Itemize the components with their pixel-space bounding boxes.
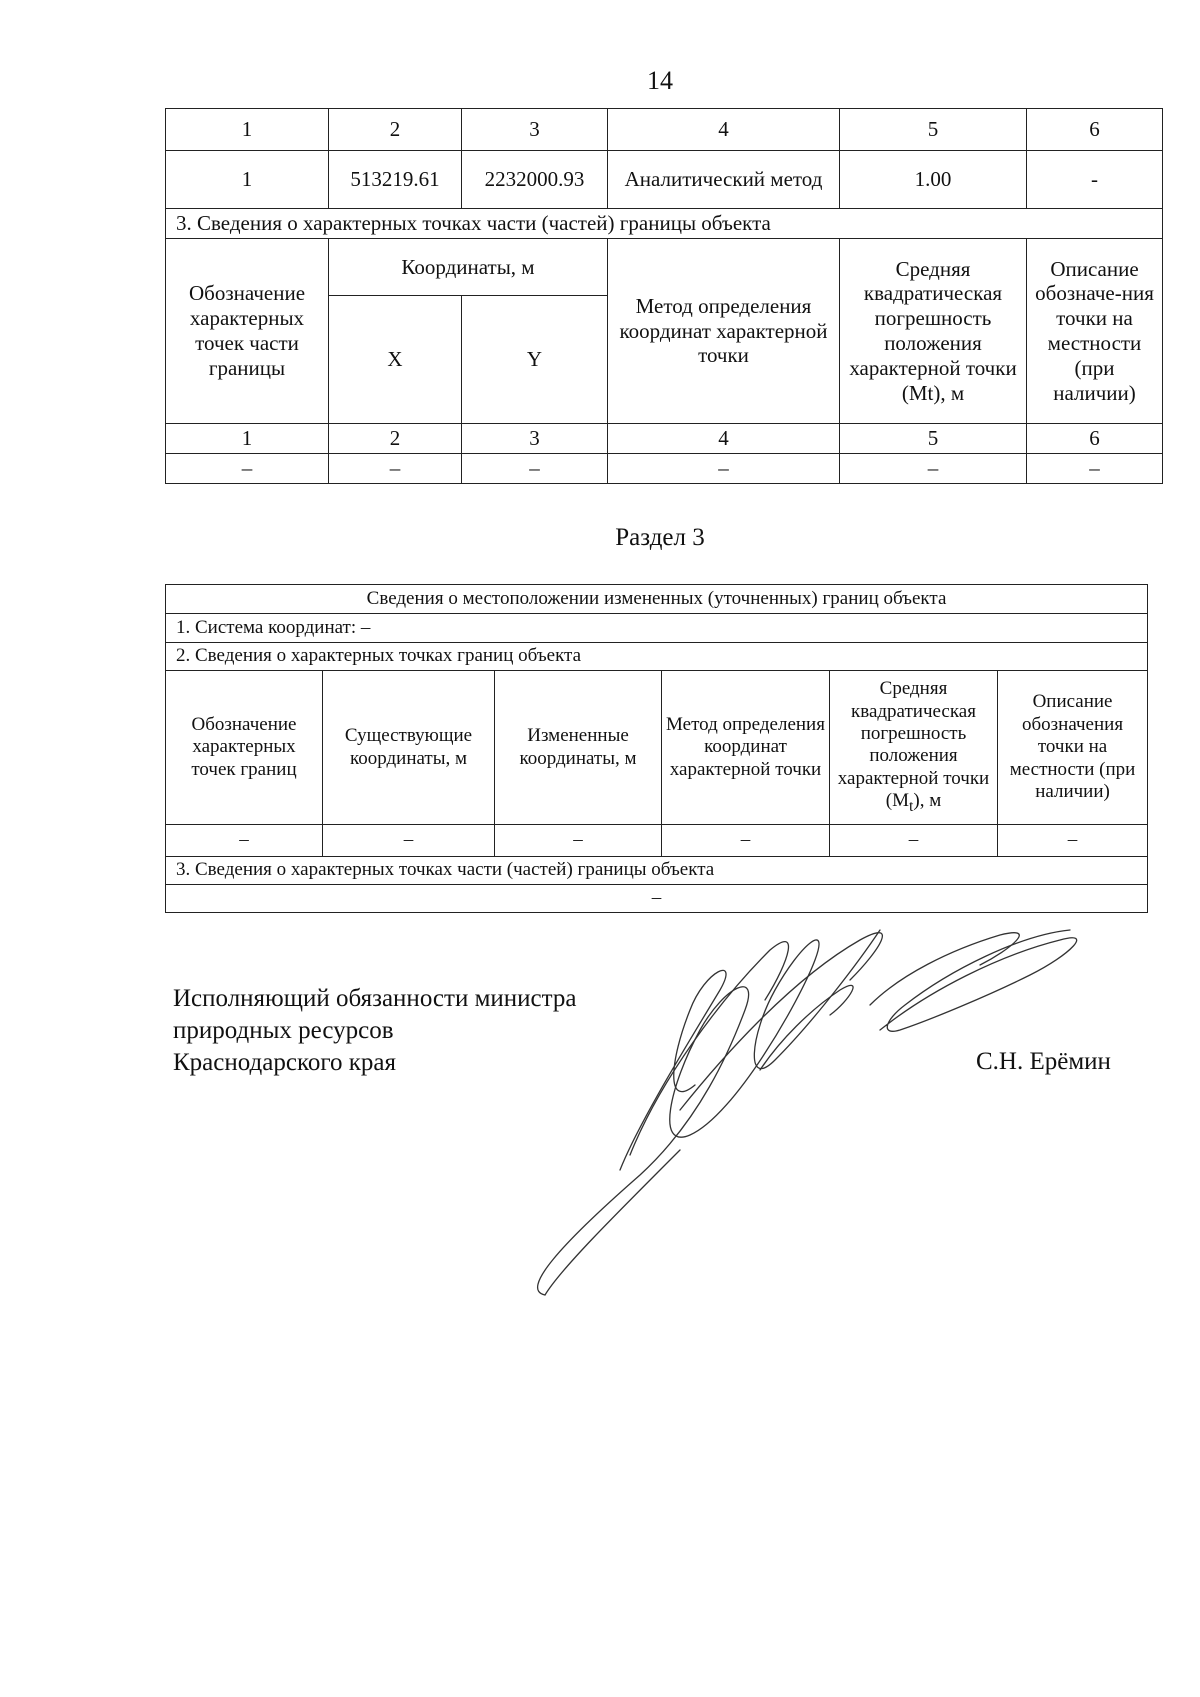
header-error: Средняя квадратическая погрешность положения характерной точки (Mt), м (840, 239, 1027, 424)
empty-value: – (495, 825, 662, 857)
header-designation: Обозначение характерных точек границ (166, 671, 323, 825)
header-existing-coordinates: Существующие координаты, м (323, 671, 495, 825)
header-designation: Обозначение характерных точек части границы (166, 239, 329, 424)
empty-value: – (1027, 454, 1163, 484)
column-number: 1 (166, 424, 329, 454)
header-y: Y (462, 296, 608, 424)
page-number: 14 (647, 66, 673, 95)
method: Аналитический метод (608, 151, 840, 209)
header-method: Метод определения координат характерной точки (662, 671, 830, 825)
column-number: 6 (1027, 109, 1163, 151)
empty-value: – (462, 454, 608, 484)
parts-label: 3. Сведения о характерных точках части (частей) границы объекта (166, 857, 1148, 885)
column-number: 6 (1027, 424, 1163, 454)
table-title: Сведения о местоположении измененных (уточненных) границ объекта (166, 585, 1148, 614)
coordinate-system: 1. Система координат: – (166, 614, 1148, 643)
header-method: Метод определения координат характерной точки (608, 239, 840, 424)
header-error-suffix: ), м (913, 790, 942, 812)
header-changed-coordinates: Измененные координаты, м (495, 671, 662, 825)
error-value: 1.00 (840, 151, 1027, 209)
column-number: 4 (608, 424, 840, 454)
empty-value: – (329, 454, 462, 484)
column-number: 2 (329, 424, 462, 454)
description: - (1027, 151, 1163, 209)
column-number: 5 (840, 109, 1027, 151)
empty-value: – (323, 825, 495, 857)
column-number: 4 (608, 109, 840, 151)
header-coordinates: Координаты, м (329, 239, 608, 296)
coordinate-x: 513219.61 (329, 151, 462, 209)
points-label: 2. Сведения о характерных точках границ объекта (166, 643, 1148, 671)
header-error-subscript: t (908, 798, 914, 816)
header-x: X (329, 296, 462, 424)
position-line: Краснодарского края (173, 1049, 396, 1076)
position-line: природных ресурсов (173, 1017, 394, 1044)
position-line: Исполняющий обязанности министра (173, 985, 577, 1012)
header-error-text: Средняя квадратическая погрешность положения характерной точки (M (837, 678, 990, 812)
header-description: Описание обозначе-ния точки на местности (при наличии) (1027, 239, 1163, 424)
empty-value: – (998, 825, 1148, 857)
column-number: 5 (840, 424, 1027, 454)
header-description: Описание обозначения точки на местности (при наличии) (998, 671, 1148, 825)
point-designation: 1 (166, 151, 329, 209)
empty-value: – (166, 825, 323, 857)
signer-name: С.Н. Ерёмин (976, 1048, 1111, 1075)
empty-value: – (608, 454, 840, 484)
empty-value: – (166, 454, 329, 484)
coordinate-y: 2232000.93 (462, 151, 608, 209)
section-title: Раздел 3 (615, 524, 705, 551)
column-number: 3 (462, 424, 608, 454)
empty-value: – (830, 825, 998, 857)
column-number: 3 (462, 109, 608, 151)
empty-value: – (840, 454, 1027, 484)
parts-value: – (166, 885, 1148, 913)
empty-value: – (662, 825, 830, 857)
column-number: 1 (166, 109, 329, 151)
section-label: 3. Сведения о характерных точках части (частей) границы объекта (166, 209, 1163, 239)
column-number: 2 (329, 109, 462, 151)
